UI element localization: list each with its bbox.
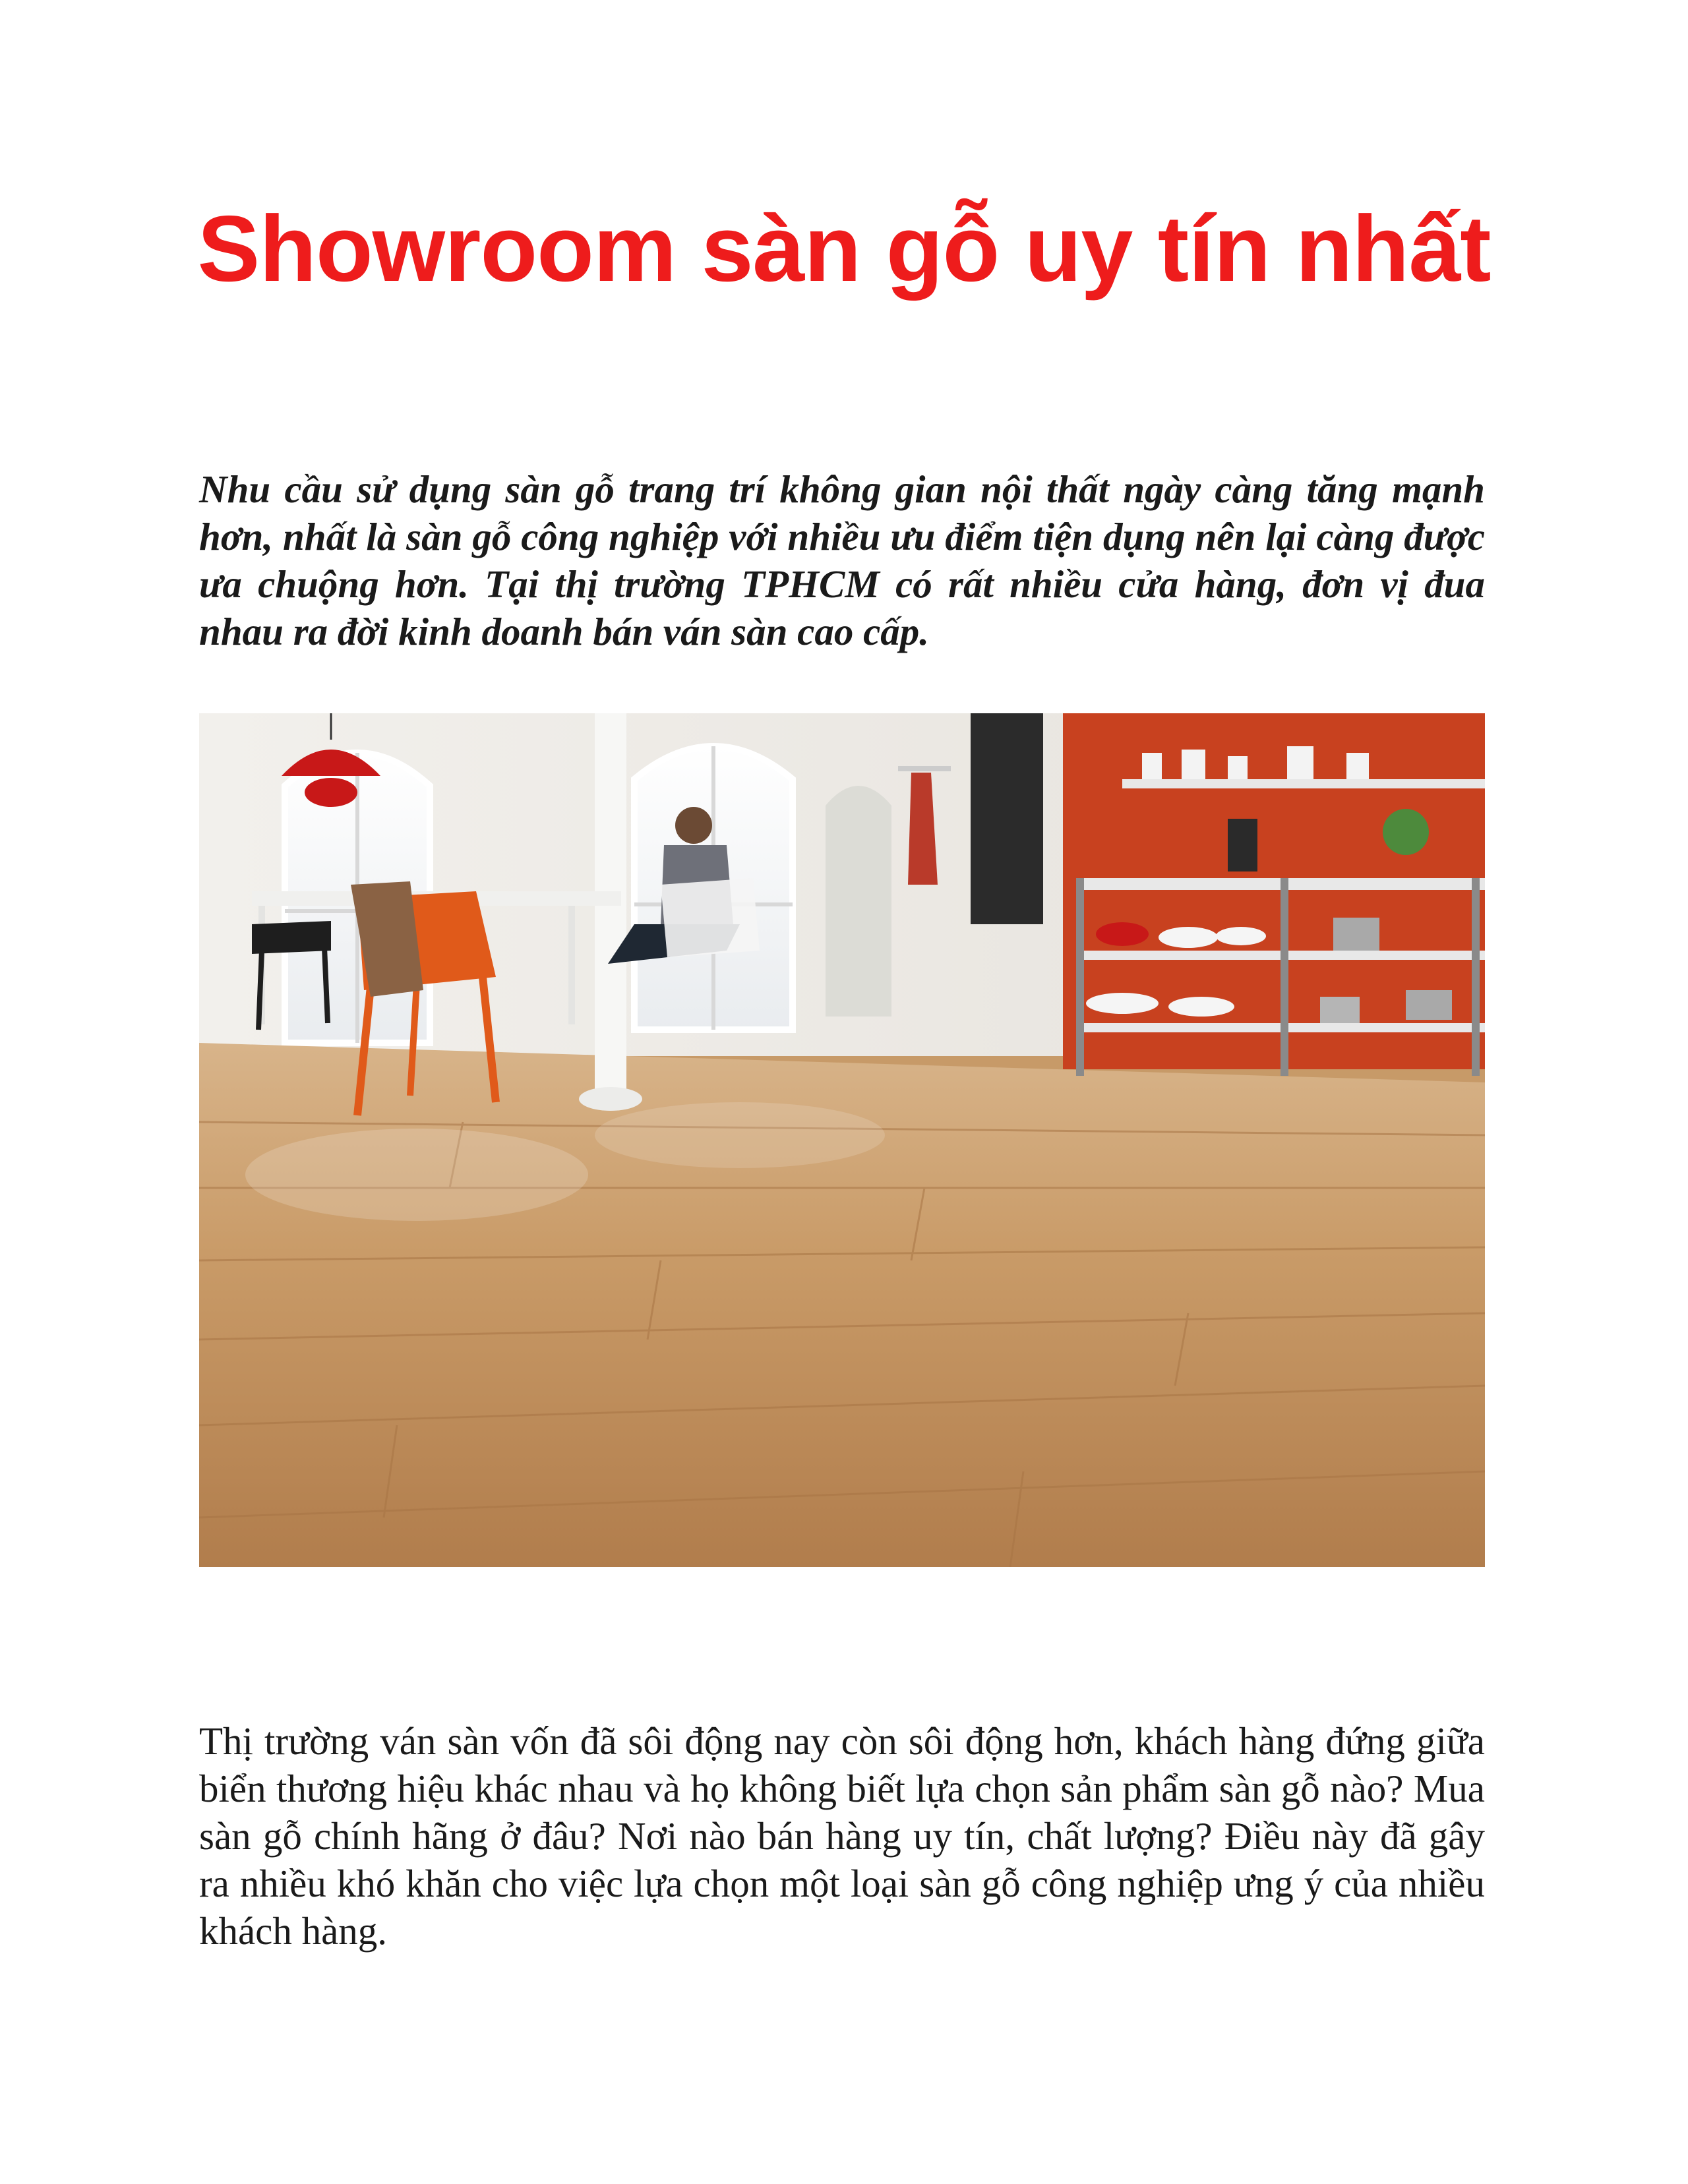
wood-floor-illustration	[199, 713, 1485, 1567]
body-paragraph: Thị trường ván sàn vốn đã sôi động nay còn sôi động hơn, khách hàng đứng giữa biển thương hiệu khác nhau và họ không biết lựa chọn sản phẩm sàn gỗ nào? Mua sàn gỗ chính hãng ở đâu? Nơi nào bán hàng uy tín, chất lượng? Điều này đã gây ra nhiều khó khăn cho việc lựa chọn một loại sàn gỗ công nghiệp ưng ý của nhiều khách hàng.	[199, 1719, 1485, 1953]
page-title: Showroom sàn gỗ uy tín nhất	[197, 196, 1491, 301]
lead-paragraph: Nhu cầu sử dụng sàn gỗ trang trí không gian nội thất ngày càng tăng mạnh hơn, nhất là sàn gỗ công nghiệp với nhiều ưu điểm tiện dụng nên lại càng được ưa chuộng hơn. Tại thị trường TPHCM có rất nhiều cửa hàng, đơn vị đua nhau ra đời kinh doanh bán ván sàn cao cấp.	[199, 467, 1485, 653]
wood-floor-photo	[199, 713, 1485, 1567]
